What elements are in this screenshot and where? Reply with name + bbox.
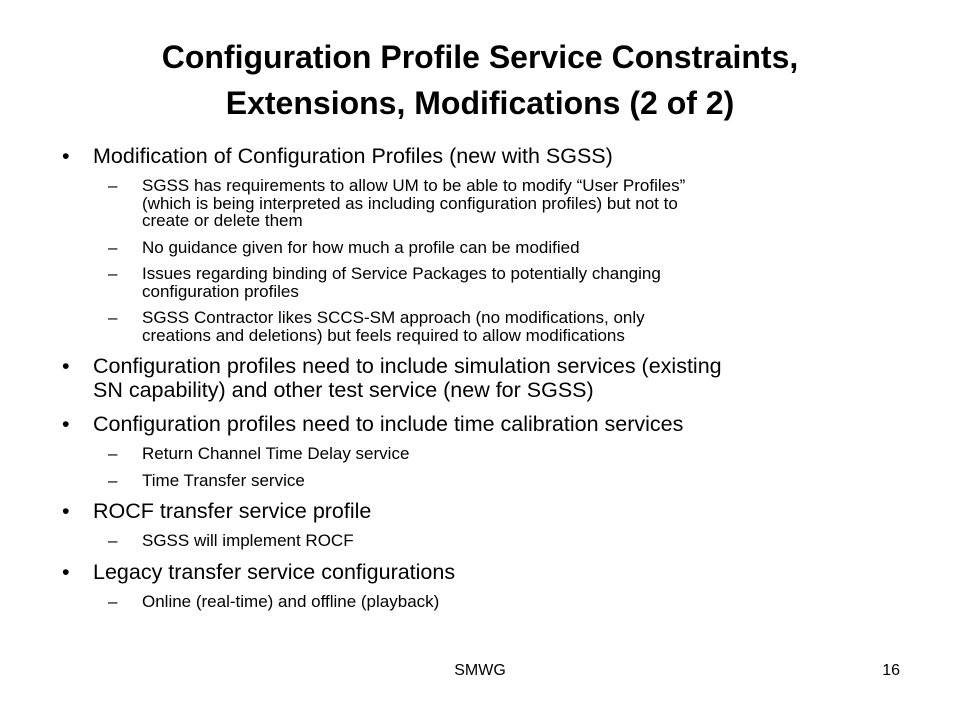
bullet-item [62, 560, 922, 584]
bullet-icon: • [62, 354, 70, 378]
page-number: 16 [882, 662, 900, 679]
bullet-text: ROCF transfer service profile [93, 499, 372, 523]
bullet-text-line: SN capability) and other test service (new for SGSS) [93, 378, 594, 402]
dash-icon: – [108, 237, 118, 257]
bullet-icon: • [62, 499, 70, 523]
bullet-item [62, 354, 922, 402]
dash-icon: – [108, 264, 118, 283]
sub-bullet-item [62, 309, 922, 344]
bullet-text: Legacy transfer service configurations [93, 559, 456, 584]
dash-icon: – [108, 470, 118, 490]
bullet-item [62, 144, 922, 168]
bullet-item [62, 412, 922, 436]
sub-bullet-item [62, 239, 922, 257]
sub-bullet-line: create or delete them [142, 211, 303, 230]
sub-bullet-line: Online (real-time) and offline (playback) [142, 591, 440, 611]
sub-bullet-item [62, 265, 922, 300]
sub-bullet-line: Return Channel Time Delay service [142, 444, 410, 463]
title-line-1: Configuration Profile Service Constraints, [161, 39, 799, 75]
bullet-list [62, 144, 922, 610]
bullet-text: Modification of Configuration Profiles (new with SGSS) [93, 144, 613, 168]
bullet-icon: • [62, 559, 70, 584]
dash-icon: – [108, 591, 118, 611]
dash-icon: – [108, 308, 118, 327]
dash-icon: – [108, 531, 118, 550]
footer-label: SMWG [454, 662, 506, 679]
bullet-icon: • [62, 144, 70, 168]
dash-icon: – [108, 444, 118, 463]
bullet-item [62, 499, 922, 523]
sub-bullet-line: Time Transfer service [142, 470, 305, 490]
sub-bullet-line: Issues regarding binding of Service Packages to potentially changing [142, 264, 661, 283]
sub-bullet-line: creations and deletions) but feels required to allow modifications [142, 325, 625, 345]
sub-bullet-item [62, 593, 922, 611]
title-line-2: Extensions, Modifications (2 of 2) [225, 85, 735, 121]
slide-title [40, 34, 920, 126]
sub-bullet-line: SGSS Contractor likes SCCS-SM approach (no modifications, only [142, 308, 645, 327]
sub-bullet-item [62, 472, 922, 490]
sub-bullet-line: (which is being interpreted as including configuration profiles) but not to [142, 193, 678, 213]
dash-icon: – [108, 176, 118, 195]
bullet-icon: • [62, 412, 70, 436]
sub-bullet-line: configuration profiles [142, 281, 299, 301]
sub-bullet-line: SGSS will implement ROCF [142, 531, 354, 550]
sub-bullet-line: No guidance given for how much a profile can be modified [142, 237, 580, 257]
bullet-text-line: Configuration profiles need to include simulation services (existing [93, 354, 722, 378]
sub-bullet-line: SGSS has requirements to allow UM to be able to modify “User Profiles” [142, 176, 686, 195]
bullet-text: Configuration profiles need to include time calibration services [93, 412, 684, 436]
sub-bullet-item [62, 177, 922, 230]
sub-bullet-item [62, 445, 922, 463]
sub-bullet-item [62, 532, 922, 550]
